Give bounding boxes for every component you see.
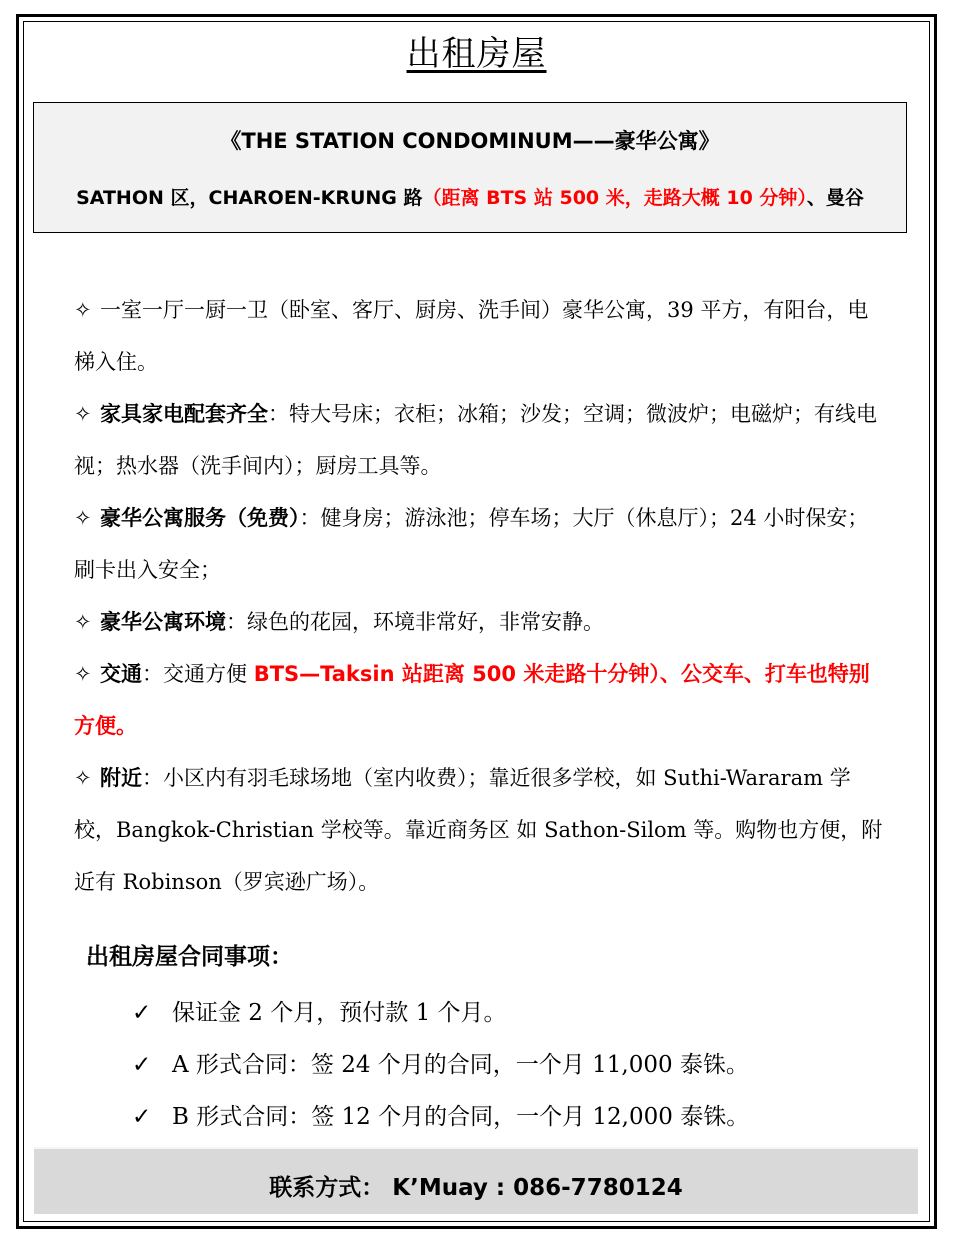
location-city: 、曼谷 bbox=[806, 187, 864, 209]
transport-text: ：交通方便 bbox=[142, 662, 254, 686]
environment-text: ：绿色的花园，环境非常好，非常安静。 bbox=[226, 610, 604, 634]
checkmark-icon: ✓ bbox=[132, 1052, 152, 1078]
feature-service bbox=[74, 492, 884, 596]
furniture-text: ：特大号床；衣柜；冰箱；沙发；空调；微波炉；电磁炉；有线电视；热水器（洗手间内）；厨房工具等。 bbox=[74, 402, 877, 478]
location-address: SATHON 区，CHAROEN-KRUNG 路 bbox=[76, 187, 423, 209]
star-bullet-icon: ✧ bbox=[74, 402, 92, 426]
location-distance: （距离 BTS 站 500 米，走路大概 10 分钟） bbox=[422, 187, 807, 209]
feature-furniture bbox=[74, 388, 884, 492]
checkmark-icon: ✓ bbox=[132, 1104, 152, 1130]
nearby-text: ：小区内有羽毛球场地（室内收费）；靠近很多学校，如 Suthi-Wararam 学校，Bangkok-Christian 学校等。靠近商务区 如 Sathon-Silom 等。购物也方便，附近有 Robinson（罗宾逊广场）。 bbox=[74, 766, 883, 894]
contract-item-text: 保证金 2 个月，预付款 1 个月。 bbox=[172, 1000, 507, 1026]
feature-room bbox=[74, 284, 884, 388]
contact-info: 联系方式： K’Muay : 086-7780124 bbox=[269, 1175, 683, 1201]
star-bullet-icon: ✧ bbox=[74, 766, 92, 790]
transport-highlight: BTS—Taksin 站距离 500 米走路十分钟）、公交车、打车也特别方便。 bbox=[74, 662, 870, 738]
star-bullet-icon: ✧ bbox=[74, 506, 92, 530]
room-text: 一室一厅一厨一卫（卧室、客厅、厨房、洗手间）豪华公寓，39 平方，有阳台，电梯入住。 bbox=[74, 298, 869, 374]
contract-item bbox=[132, 1098, 749, 1131]
star-bullet-icon: ✧ bbox=[74, 662, 92, 686]
checkmark-icon: ✓ bbox=[132, 1000, 152, 1026]
contract-item-text: A 形式合同：签 24 个月的合同，一个月 11,000 泰铢。 bbox=[172, 1052, 749, 1078]
service-label: 豪华公寓服务（免费） bbox=[100, 506, 300, 530]
feature-transport bbox=[74, 648, 884, 752]
star-bullet-icon: ✧ bbox=[74, 610, 92, 634]
service-text: ：健身房；游泳池；停车场；大厅（休息厅）；24 小时保安；刷卡出入安全； bbox=[74, 506, 869, 582]
furniture-label: 家具家电配套齐全 bbox=[100, 402, 268, 426]
contract-item-text: B 形式合同：签 12 个月的合同，一个月 12,000 泰铢。 bbox=[172, 1104, 750, 1130]
property-location bbox=[34, 183, 906, 210]
header-box bbox=[33, 102, 907, 233]
contact-footer bbox=[34, 1147, 918, 1214]
feature-nearby bbox=[74, 752, 884, 908]
environment-label: 豪华公寓环境 bbox=[100, 610, 226, 634]
contract-title: 出租房屋合同事项： bbox=[86, 944, 293, 970]
nearby-label: 附近 bbox=[100, 766, 142, 790]
transport-label: 交通 bbox=[100, 662, 142, 686]
feature-environment bbox=[74, 596, 884, 648]
contract-item bbox=[132, 1046, 749, 1079]
property-name: 《THE STATION CONDOMINUM——豪华公寓》 bbox=[220, 129, 720, 153]
star-bullet-icon: ✧ bbox=[74, 298, 92, 322]
page-title: 出租房屋 bbox=[406, 34, 547, 74]
contract-item bbox=[132, 994, 507, 1027]
